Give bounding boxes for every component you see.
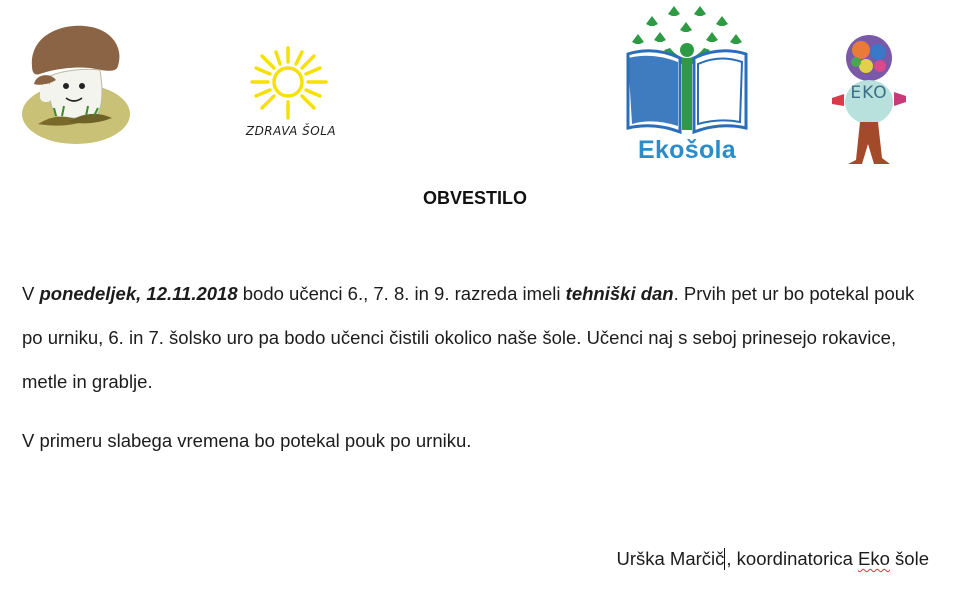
signature-end: šole xyxy=(889,548,929,569)
notice-heading: OBVESTILO xyxy=(422,188,527,208)
mushroom-mascot-icon xyxy=(20,24,132,146)
p1-event: tehniški dan xyxy=(565,283,674,304)
eko-tree-text: EKO xyxy=(850,83,888,103)
signature xyxy=(616,548,929,570)
p1-text-middle: bodo učenci 6., 7. 8. in 9. razreda imeli xyxy=(237,283,566,304)
signature-eko: Eko xyxy=(858,548,890,569)
zdrava-sola-logo xyxy=(238,44,342,146)
p1-text-end: . Prvih pet ur bo potekal pouk po urniku, 6. in 7. šolsko uro pa bodo učenci čistili okolico naše šole. Učenci naj s seboj prinesejo rokavice, metle in grablje. xyxy=(22,283,915,392)
notice-paragraph-1 xyxy=(22,272,932,404)
signature-name: Urška Marčič xyxy=(616,548,725,569)
sun-icon xyxy=(238,44,342,124)
p1-text-start: V xyxy=(22,283,40,304)
signature-role: , koordinatorica xyxy=(726,548,859,569)
zdrava-sola-text: ZDRAVA ŠOLA xyxy=(245,124,337,138)
ekosola-text: Ekošola xyxy=(638,136,736,164)
p1-date: ponedeljek, 12.11.2018 xyxy=(39,283,238,304)
mushroom-logo xyxy=(20,24,132,146)
eko-tree-logo xyxy=(828,32,910,166)
notice-paragraph-2: V primeru slabega vremena bo potekal pouk po urniku. xyxy=(22,430,472,451)
ekosola-logo xyxy=(624,6,750,166)
tree-book-icon xyxy=(624,6,750,136)
